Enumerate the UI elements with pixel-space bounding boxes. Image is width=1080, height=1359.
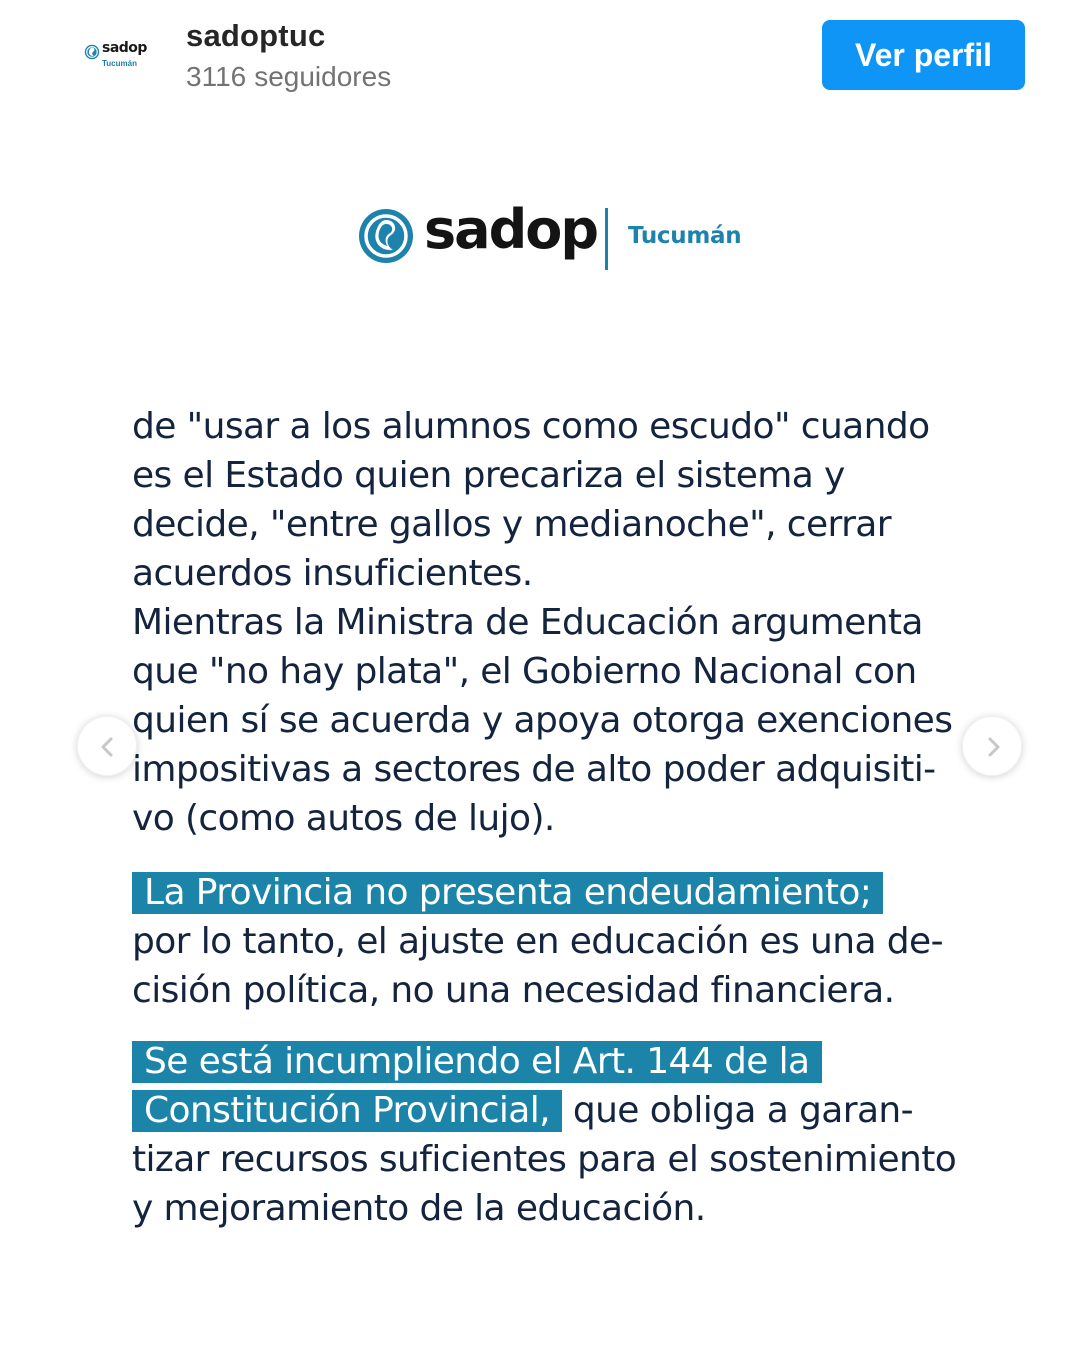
text-line: por lo tanto, el ajuste en educación es una de- bbox=[132, 921, 943, 962]
avatar-wordmark: sadop bbox=[102, 40, 147, 56]
logo-divider bbox=[605, 208, 608, 270]
text-line: cisión política, no una necesidad financiera. bbox=[132, 970, 895, 1011]
followers-label: seguidores bbox=[254, 61, 392, 92]
text-line: y mejoramiento de la educación. bbox=[132, 1188, 706, 1229]
text-line: tizar recursos suficientes para el sostenimiento bbox=[132, 1139, 957, 1180]
followers-text bbox=[186, 61, 391, 93]
carousel-prev-button[interactable] bbox=[77, 716, 137, 776]
avatar-subtitle: Tucumán bbox=[102, 59, 137, 68]
text-line: impositivas a sectores de alto poder adquisiti- bbox=[132, 749, 936, 790]
sadop-logo-icon bbox=[358, 208, 414, 264]
chevron-left-icon bbox=[96, 735, 120, 759]
carousel-next-button[interactable] bbox=[962, 716, 1022, 776]
paragraph-3 bbox=[132, 1037, 1012, 1233]
post-image[interactable] bbox=[0, 110, 1080, 1359]
avatar[interactable] bbox=[78, 32, 150, 80]
text-line: de "usar a los alumnos como escudo" cuando bbox=[132, 406, 930, 447]
logo-city: Tucumán bbox=[628, 223, 742, 249]
chevron-right-icon bbox=[981, 735, 1005, 759]
logo-wordmark: sadop bbox=[424, 198, 597, 261]
text-line: es el Estado quien precariza el sistema y bbox=[132, 455, 845, 496]
paragraph-1 bbox=[132, 402, 1012, 843]
highlight-text: La Provincia no presenta endeudamiento; bbox=[132, 872, 883, 914]
text-inline: que obliga a garan- bbox=[562, 1090, 914, 1131]
text-line: acuerdos insuficientes. bbox=[132, 553, 533, 594]
followers-count: 3116 bbox=[186, 61, 247, 92]
profile-header bbox=[0, 0, 1080, 110]
text-line: decide, "entre gallos y medianoche", cerrar bbox=[132, 504, 891, 545]
highlight-line bbox=[132, 1037, 1012, 1086]
profile-username[interactable]: sadoptuc bbox=[186, 18, 326, 53]
text-line: Mientras la Ministra de Educación argumenta bbox=[132, 602, 923, 643]
text-line: quien sí se acuerda y apoya otorga exenciones bbox=[132, 700, 953, 741]
highlight-text: Constitución Provincial, bbox=[132, 1090, 562, 1132]
text-line: vo (como autos de lujo). bbox=[132, 798, 555, 839]
highlight-line bbox=[132, 1086, 1012, 1135]
text-line: que "no hay plata", el Gobierno Nacional con bbox=[132, 651, 917, 692]
paragraph-2 bbox=[132, 868, 1012, 1015]
sadop-logo-icon bbox=[84, 44, 100, 60]
highlight-text: Se está incumpliendo el Art. 144 de la bbox=[132, 1041, 822, 1083]
highlight-line bbox=[132, 868, 1012, 917]
view-profile-button[interactable]: Ver perfil bbox=[822, 20, 1025, 90]
sadop-logo bbox=[358, 198, 758, 274]
